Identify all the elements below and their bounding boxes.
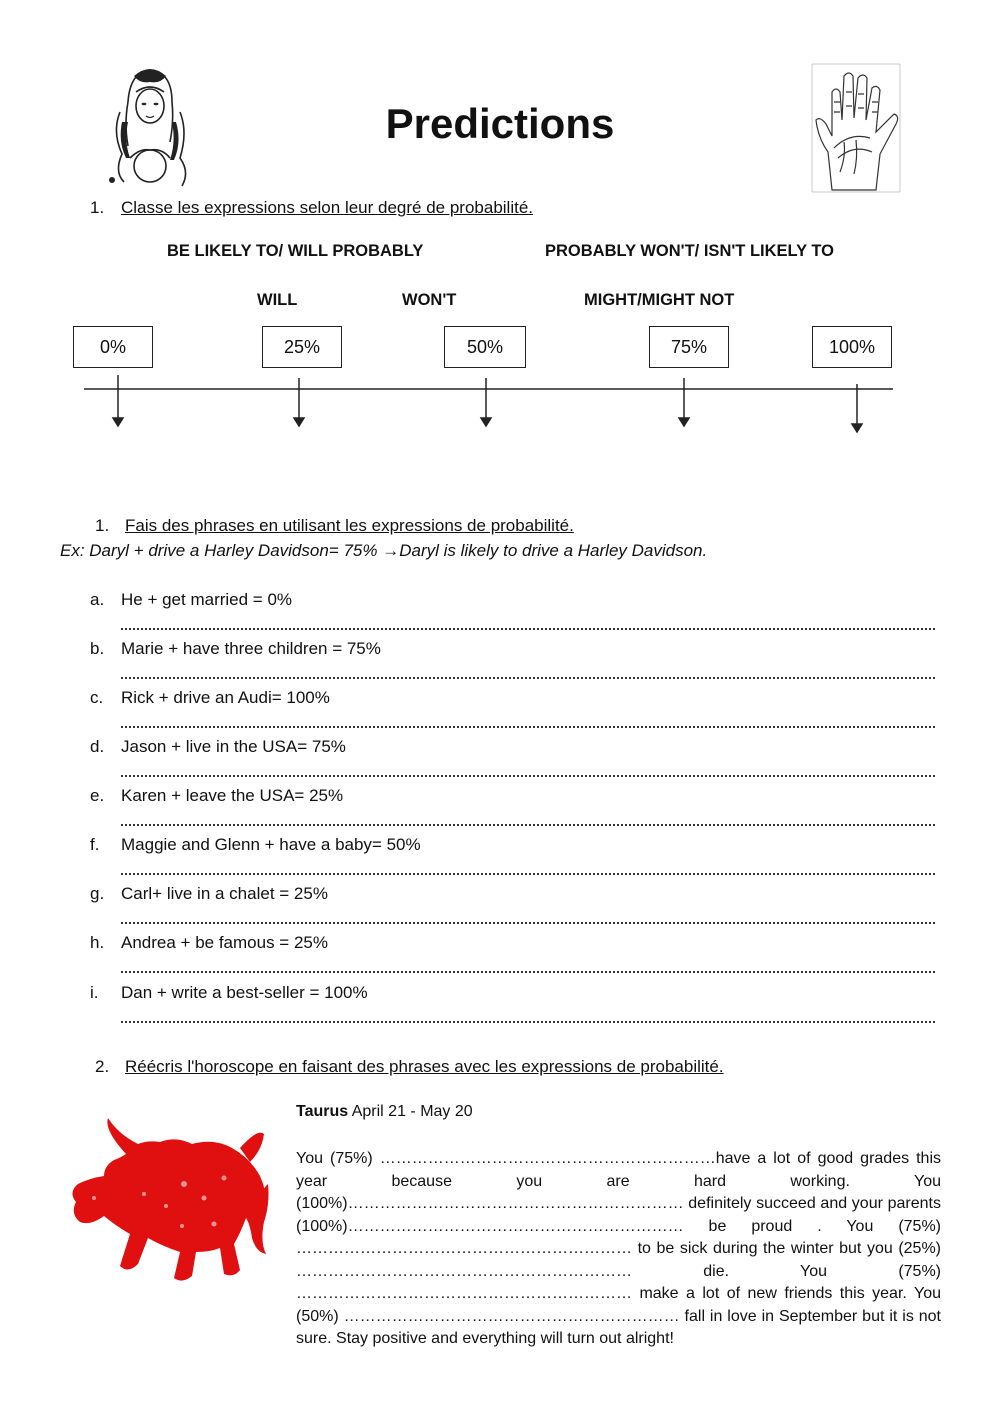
example-prompt: Ex: Daryl + drive a Harley Davidson= 75%	[60, 541, 378, 560]
answer-line-i[interactable]	[121, 1015, 935, 1023]
item-letter: i.	[90, 983, 99, 1002]
exercise-item-d	[90, 737, 346, 757]
item-text: He + get married = 0%	[121, 590, 293, 609]
answer-line-e[interactable]	[121, 818, 935, 826]
exercise-item-b	[90, 639, 381, 659]
exercise-item-g	[90, 884, 328, 904]
example-sentence	[60, 541, 707, 561]
item-letter: a.	[90, 590, 105, 609]
expression-wont: WON'T	[402, 291, 457, 309]
exercise-item-a	[90, 590, 292, 610]
item-text: Jason + live in the USA= 75%	[121, 737, 346, 756]
item-text: Andrea + be famous = 25%	[121, 933, 328, 952]
section2-heading: Fais des phrases en utilisant les expressions de probabilité.	[125, 516, 574, 535]
horoscope-dates: April 21 - May 20	[351, 1103, 473, 1120]
item-letter: g.	[90, 884, 105, 903]
scale-box-75: 75%	[649, 326, 729, 368]
answer-line-c[interactable]	[121, 720, 935, 728]
horoscope-sign: Taurus	[296, 1103, 349, 1120]
scale-box-50: 50%	[444, 326, 526, 368]
exercise-item-f	[90, 835, 421, 855]
item-text: Carl+ live in a chalet = 25%	[121, 884, 328, 903]
scale-box-0: 0%	[73, 326, 153, 368]
section2-number: 1.	[95, 516, 110, 535]
answer-line-h[interactable]	[121, 965, 935, 973]
answer-line-d[interactable]	[121, 769, 935, 777]
expression-will: WILL	[257, 291, 298, 309]
item-letter: h.	[90, 933, 105, 952]
item-text: Maggie and Glenn + have a baby= 50%	[121, 835, 421, 854]
exercise-item-h	[90, 933, 328, 953]
exercise-item-e	[90, 786, 343, 806]
answer-line-b[interactable]	[121, 671, 935, 679]
horoscope-header	[296, 1103, 473, 1121]
item-text: Karen + leave the USA= 25%	[121, 786, 344, 805]
answer-line-f[interactable]	[121, 867, 935, 875]
item-letter: c.	[90, 688, 104, 707]
probability-scale-line	[0, 370, 1000, 440]
section1-heading: Classe les expressions selon leur degré de probabilité.	[121, 198, 534, 217]
exercise-item-c	[90, 688, 330, 708]
horoscope-paragraph: You (75%) ………………………………………………………have a lot of good grades this year because you are hard working. You (100%)……………………………………………………… definitely succeed and your parents (100%)……………………………………………………… be proud . You (75%) ……………………………………………………… to be sick during the winter but you (25%) ……………………………………………………… die. You (75%) ……………………………………………………… make a lot of new friends this year. You (50%) ……………………………………………………… fall in love in September but it is not sure. Stay positive and everything will turn out alright!	[296, 1150, 941, 1347]
horoscope-text	[296, 1148, 941, 1351]
expression-be-likely-to: BE LIKELY TO/ WILL PROBABLY	[167, 242, 424, 260]
section3-heading: Réécris l'horoscope en faisant des phrases avec les expressions de probabilité.	[125, 1057, 724, 1076]
section3-number: 2.	[95, 1057, 110, 1076]
item-letter: d.	[90, 737, 105, 756]
answer-line-a[interactable]	[121, 622, 935, 630]
page-title: Predictions	[385, 100, 615, 147]
item-text: Marie + have three children = 75%	[121, 639, 381, 658]
taurus-bull-illustration	[64, 1114, 270, 1290]
scale-box-100: 100%	[812, 326, 892, 368]
item-text: Rick + drive an Audi= 100%	[121, 688, 330, 707]
arrow-right-icon: →	[382, 541, 400, 560]
expression-might: MIGHT/MIGHT NOT	[584, 291, 735, 309]
section1-number: 1.	[90, 198, 105, 217]
expression-probably-wont: PROBABLY WON'T/ ISN'T LIKELY TO	[545, 242, 834, 260]
item-letter: b.	[90, 639, 105, 658]
exercise-item-i	[90, 983, 368, 1003]
answer-line-g[interactable]	[121, 916, 935, 924]
scale-box-25: 25%	[262, 326, 342, 368]
example-answer: Daryl is likely to drive a Harley Davidson.	[399, 541, 708, 560]
item-letter: f.	[90, 835, 100, 854]
item-text: Dan + write a best-seller = 100%	[121, 983, 368, 1002]
item-letter: e.	[90, 786, 105, 805]
